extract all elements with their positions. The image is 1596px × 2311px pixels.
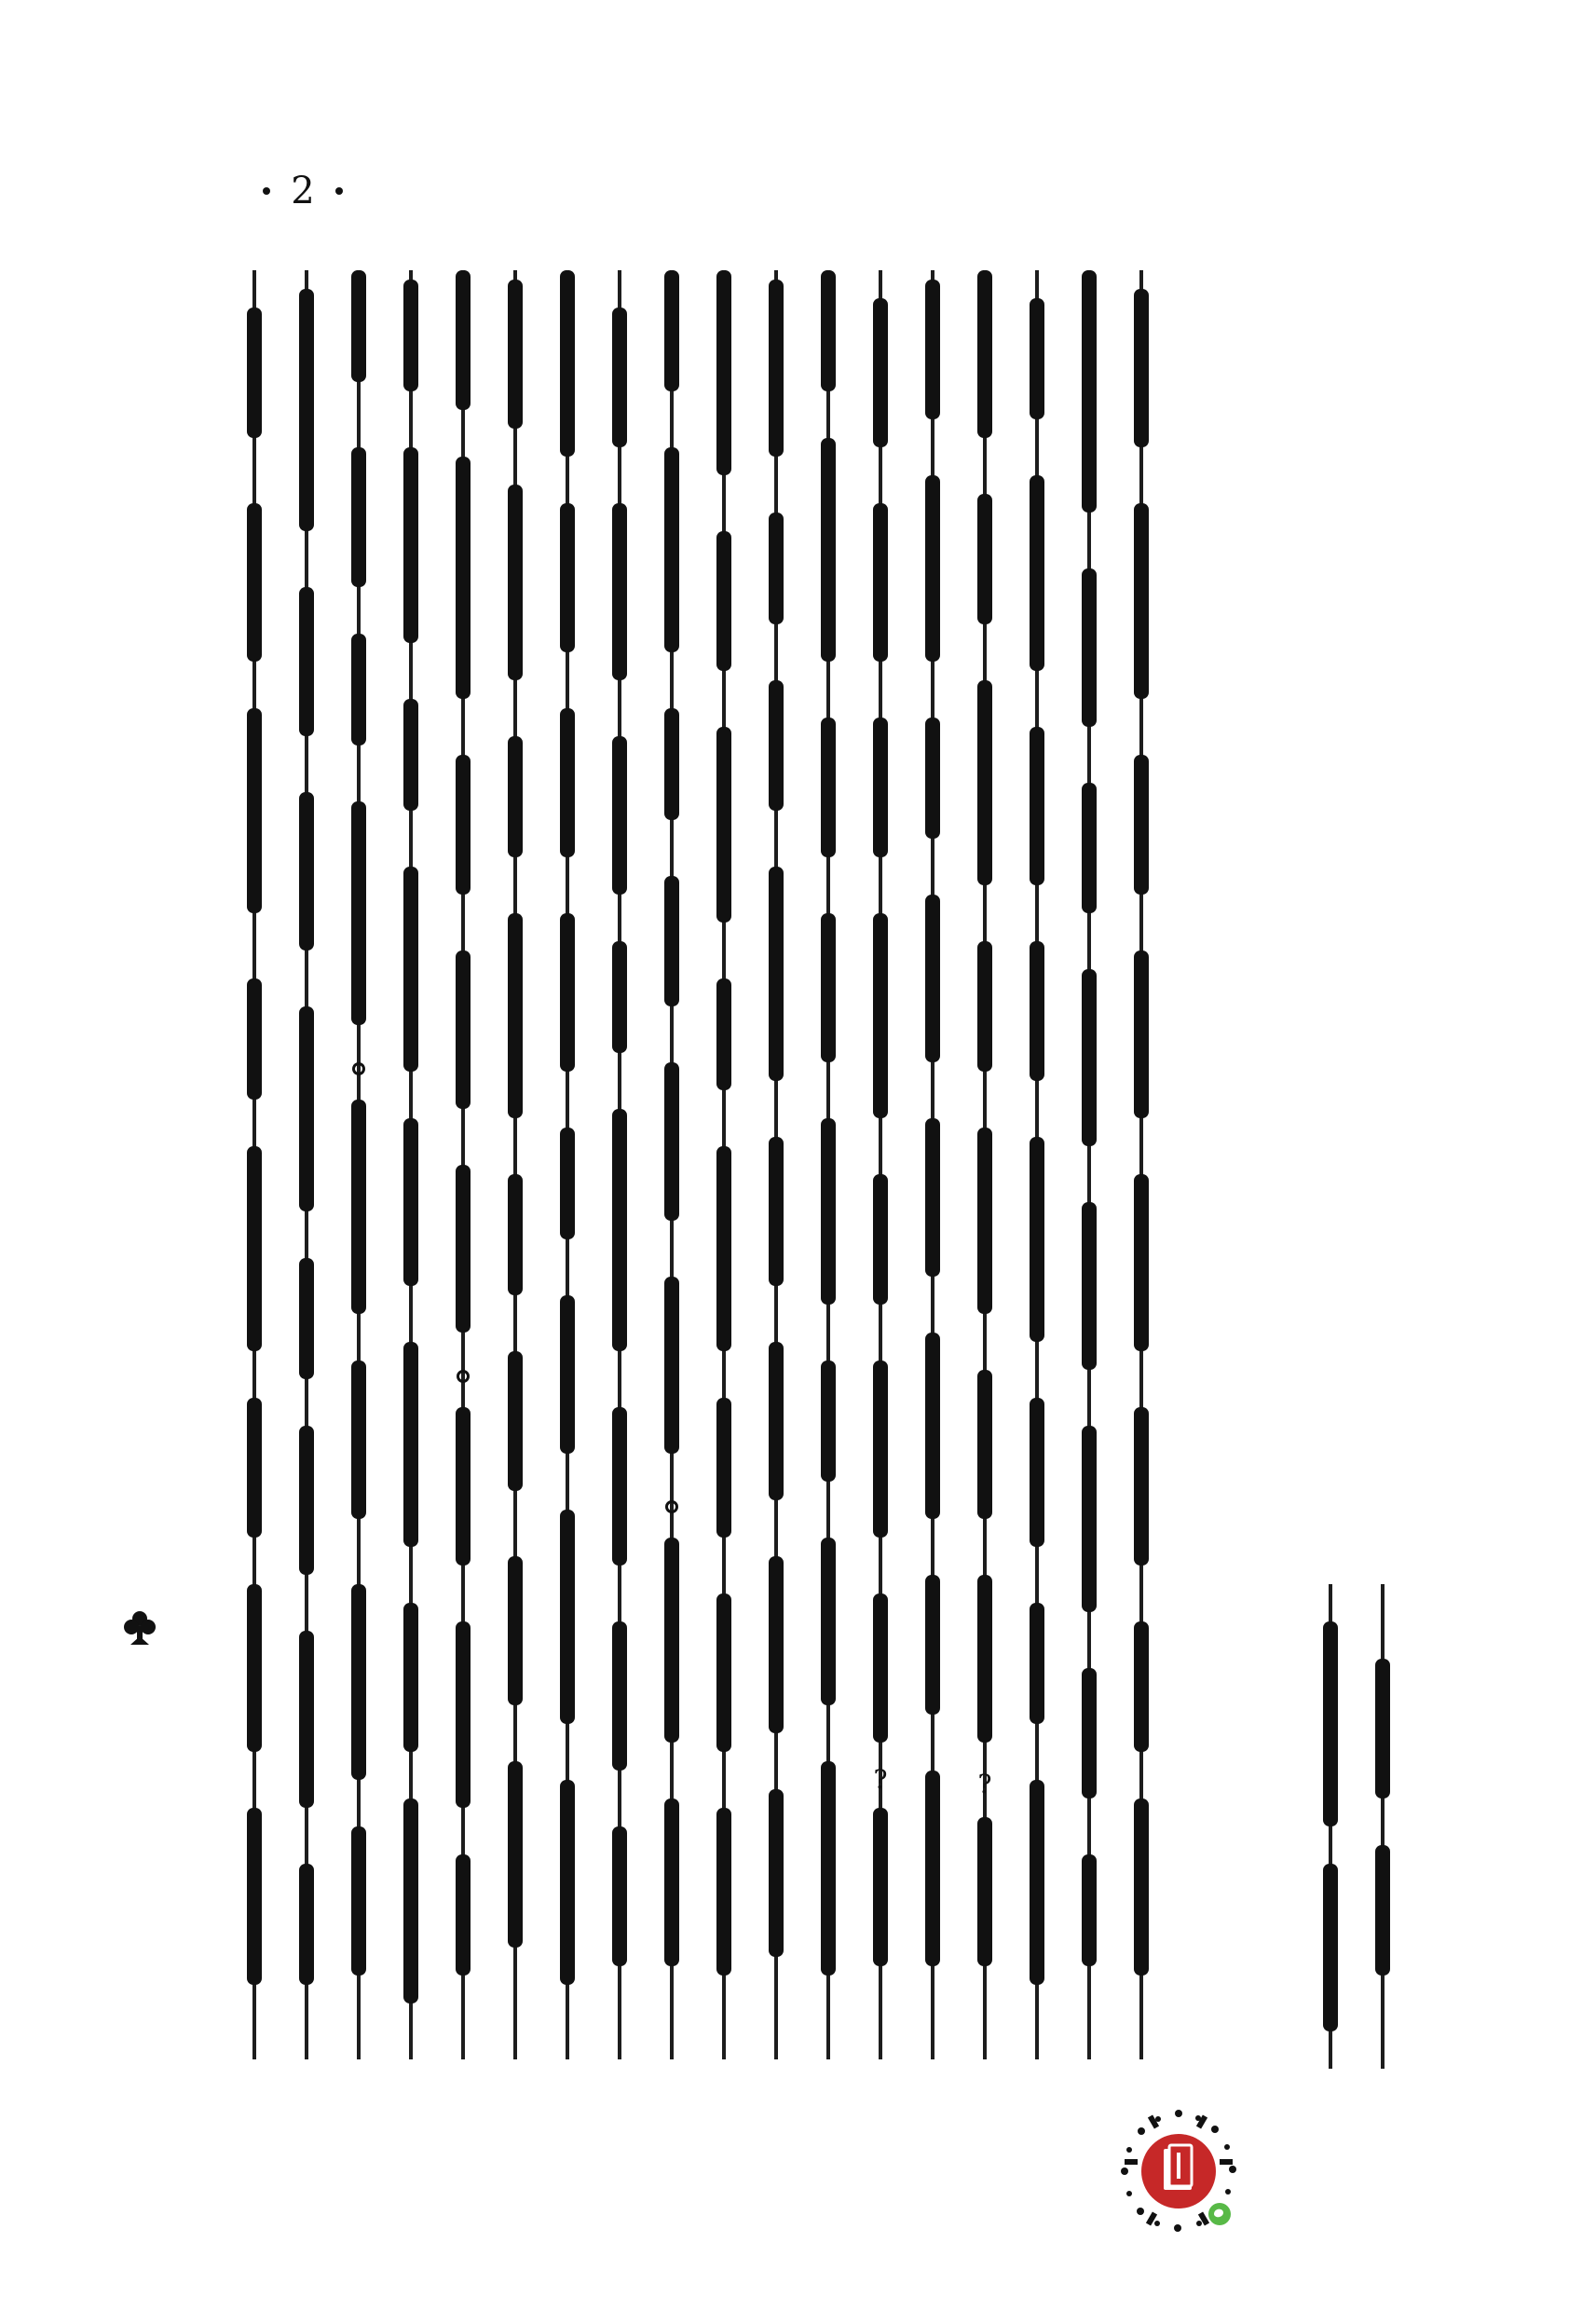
text-column-16-segment-5 — [1030, 1137, 1044, 1342]
text-column-9-segment-4 — [664, 876, 679, 1006]
text-column-2-segment-5 — [299, 1258, 314, 1379]
text-column-4-segment-1 — [403, 280, 418, 391]
text-column-2-segment-6 — [299, 1426, 314, 1575]
text-column-12-segment-8 — [821, 1761, 836, 1976]
text-column-10-segment-3 — [716, 727, 731, 923]
text-column-6-segment-3 — [508, 736, 523, 857]
text-column-4-segment-8 — [403, 1798, 418, 2003]
text-column-14-segment-5 — [925, 1118, 940, 1277]
page-number-left-dot-icon — [263, 187, 270, 195]
text-column-11-segment-2 — [769, 513, 784, 624]
text-column-6 — [498, 270, 532, 2059]
text-column-14-segment-2 — [925, 475, 940, 662]
text-column-12-segment-3 — [821, 718, 836, 857]
text-column-15-segment-7 — [977, 1575, 992, 1743]
text-column-18-segment-1 — [1134, 289, 1149, 447]
text-column-12-segment-2 — [821, 438, 836, 662]
text-column-3-punctuation-1 — [352, 1062, 365, 1075]
text-column-14-segment-7 — [925, 1575, 940, 1715]
mongolian-text-block — [238, 270, 1179, 2059]
text-column-14 — [916, 270, 949, 2059]
text-column-13 — [864, 270, 897, 2059]
text-column-15-segment-1 — [977, 270, 992, 438]
text-column-15-segment-4 — [977, 941, 992, 1072]
text-column-13-segment-4 — [873, 913, 888, 1118]
text-column-5-segment-1 — [456, 270, 471, 410]
text-column-18-segment-2 — [1134, 503, 1149, 699]
text-column-13-segment-3 — [873, 718, 888, 857]
text-column-11-segment-8 — [769, 1789, 784, 1957]
text-column-6-segment-1 — [508, 280, 523, 429]
text-column-12-segment-1 — [821, 270, 836, 391]
text-column-16-segment-1 — [1030, 298, 1044, 419]
text-column-7-segment-8 — [560, 1780, 575, 1985]
text-column-3-segment-3 — [351, 634, 366, 745]
text-column-2-segment-7 — [299, 1631, 314, 1808]
text-column-8-segment-5 — [612, 1109, 627, 1351]
text-column-4-segment-6 — [403, 1342, 418, 1547]
text-column-16-segment-6 — [1030, 1398, 1044, 1547]
text-column-1-segment-3 — [247, 708, 262, 913]
text-column-5-segment-5 — [456, 1165, 471, 1333]
text-column-6-segment-4 — [508, 913, 523, 1118]
text-column-14-segment-6 — [925, 1333, 940, 1519]
text-column-10-segment-5 — [716, 1146, 731, 1351]
text-column-4-segment-7 — [403, 1603, 418, 1752]
text-column-1-segment-6 — [247, 1398, 262, 1538]
text-column-16-segment-2 — [1030, 475, 1044, 671]
text-column-5-segment-6 — [456, 1407, 471, 1566]
text-column-4-segment-3 — [403, 699, 418, 811]
text-column-9-segment-1 — [664, 270, 679, 391]
text-column-9-punctuation-1 — [665, 1500, 678, 1513]
text-column-15-segment-5 — [977, 1128, 992, 1314]
text-column-11-segment-5 — [769, 1137, 784, 1286]
header-column-2 — [1366, 1584, 1399, 2069]
text-column-10-segment-7 — [716, 1593, 731, 1752]
text-column-6-segment-7 — [508, 1556, 523, 1705]
text-column-13-segment-2 — [873, 503, 888, 662]
text-column-5-segment-4 — [456, 950, 471, 1109]
text-column-6-segment-6 — [508, 1351, 523, 1491]
text-column-10-segment-6 — [716, 1398, 731, 1538]
text-column-17-segment-6 — [1082, 1426, 1097, 1612]
text-column-9-segment-5 — [664, 1062, 679, 1221]
text-column-12-segment-7 — [821, 1538, 836, 1705]
text-column-2-segment-4 — [299, 1006, 314, 1211]
text-column-17-segment-7 — [1082, 1668, 1097, 1798]
text-column-18-segment-8 — [1134, 1798, 1149, 1976]
text-column-3-segment-7 — [351, 1584, 366, 1780]
text-column-17-segment-5 — [1082, 1202, 1097, 1370]
text-column-3-segment-4 — [351, 801, 366, 1025]
header-column-2-segment-2 — [1375, 1845, 1390, 1976]
text-column-4-segment-4 — [403, 867, 418, 1072]
text-column-10-segment-2 — [716, 531, 731, 671]
text-column-11-segment-1 — [769, 280, 784, 457]
text-column-17-segment-1 — [1082, 270, 1097, 513]
text-column-15 — [968, 270, 1002, 2059]
text-column-17-segment-3 — [1082, 783, 1097, 913]
text-column-9-segment-2 — [664, 447, 679, 652]
text-column-10-segment-1 — [716, 270, 731, 475]
text-column-5 — [446, 270, 480, 2059]
text-column-18-segment-4 — [1134, 950, 1149, 1118]
text-column-1-segment-4 — [247, 978, 262, 1100]
text-column-11-segment-4 — [769, 867, 784, 1081]
text-column-15-segment-6 — [977, 1370, 992, 1519]
text-column-11 — [759, 270, 793, 2059]
text-column-4-segment-2 — [403, 447, 418, 643]
text-column-11-segment-7 — [769, 1556, 784, 1733]
text-column-15-segment-8 — [977, 1817, 992, 1966]
text-column-5-segment-3 — [456, 755, 471, 895]
text-column-9 — [655, 270, 689, 2059]
text-column-6-segment-8 — [508, 1761, 523, 1948]
text-column-3-segment-1 — [351, 270, 366, 382]
text-column-10-segment-4 — [716, 978, 731, 1090]
text-column-16-segment-8 — [1030, 1780, 1044, 1985]
text-column-2-segment-3 — [299, 792, 314, 950]
text-column-14-segment-3 — [925, 718, 940, 839]
text-column-10 — [707, 270, 741, 2059]
text-column-5-segment-8 — [456, 1854, 471, 1976]
text-column-8-segment-3 — [612, 736, 627, 895]
text-column-8 — [603, 270, 636, 2059]
text-column-13-segment-7 — [873, 1593, 888, 1743]
text-column-9-segment-7 — [664, 1538, 679, 1743]
text-column-8-segment-8 — [612, 1826, 627, 1966]
text-column-13-segment-6 — [873, 1361, 888, 1538]
text-column-5-punctuation-1 — [457, 1370, 470, 1383]
text-column-2-segment-1 — [299, 289, 314, 531]
text-column-11-segment-6 — [769, 1342, 784, 1500]
text-column-17-segment-8 — [1082, 1854, 1097, 1966]
page-number — [238, 163, 368, 219]
text-column-1-segment-5 — [247, 1146, 262, 1351]
text-column-16 — [1020, 270, 1054, 2059]
text-column-13-segment-8 — [873, 1808, 888, 1966]
text-column-11-segment-3 — [769, 680, 784, 811]
text-column-8-segment-7 — [612, 1621, 627, 1771]
text-column-18-segment-7 — [1134, 1621, 1149, 1752]
text-column-15-segment-2 — [977, 494, 992, 624]
text-column-4 — [394, 270, 428, 2059]
text-column-2-segment-8 — [299, 1864, 314, 1985]
page-number-right-dot-icon — [335, 187, 343, 195]
text-column-7-segment-1 — [560, 270, 575, 457]
text-column-5-segment-7 — [456, 1621, 471, 1808]
text-column-9-segment-6 — [664, 1277, 679, 1454]
text-column-2-segment-2 — [299, 587, 314, 736]
header-column-2-segment-1 — [1375, 1659, 1390, 1798]
header-column-1-segment-1 — [1323, 1621, 1338, 1826]
text-column-7-segment-5 — [560, 1128, 575, 1239]
text-column-3-segment-8 — [351, 1826, 366, 1976]
text-column-16-segment-4 — [1030, 941, 1044, 1081]
text-column-7-segment-4 — [560, 913, 575, 1072]
text-column-15-question-mark: ? — [977, 1769, 992, 1799]
text-column-3 — [342, 270, 375, 2059]
text-column-13-segment-1 — [873, 298, 888, 447]
header-column-2-stem — [1381, 1584, 1385, 2069]
text-column-12-segment-6 — [821, 1361, 836, 1482]
text-column-16-segment-3 — [1030, 727, 1044, 885]
text-column-18-segment-3 — [1134, 755, 1149, 895]
text-column-17-segment-4 — [1082, 969, 1097, 1146]
text-column-3-segment-2 — [351, 447, 366, 587]
header-column-1-segment-2 — [1323, 1864, 1338, 2031]
text-column-1-segment-8 — [247, 1808, 262, 1985]
text-column-18-segment-5 — [1134, 1174, 1149, 1351]
text-column-1-segment-1 — [247, 308, 262, 438]
text-column-1-segment-2 — [247, 503, 262, 662]
text-column-6-segment-5 — [508, 1174, 523, 1295]
text-column-13-segment-5 — [873, 1174, 888, 1305]
text-column-10-segment-8 — [716, 1808, 731, 1976]
header-column-1 — [1314, 1584, 1347, 2069]
text-column-3-segment-6 — [351, 1361, 366, 1519]
text-column-1 — [238, 270, 271, 2059]
text-column-8-segment-6 — [612, 1407, 627, 1566]
text-column-16-segment-7 — [1030, 1603, 1044, 1724]
text-column-7-segment-6 — [560, 1295, 575, 1454]
text-column-9-segment-8 — [664, 1798, 679, 1966]
text-column-17 — [1072, 270, 1106, 2059]
text-column-8-segment-1 — [612, 308, 627, 447]
text-column-18 — [1125, 270, 1158, 2059]
text-column-5-segment-2 — [456, 457, 471, 699]
text-column-14-segment-1 — [925, 280, 940, 419]
qr-code-icon[interactable] — [1104, 2097, 1253, 2246]
text-column-15-segment-3 — [977, 680, 992, 885]
text-column-18-segment-6 — [1134, 1407, 1149, 1566]
text-column-8-segment-2 — [612, 503, 627, 680]
text-column-7-segment-7 — [560, 1510, 575, 1724]
club-suit-icon — [119, 1607, 160, 1648]
text-column-7-segment-3 — [560, 708, 575, 857]
text-column-2 — [290, 270, 323, 2059]
text-column-13-question-mark: ? — [873, 1764, 888, 1795]
text-column-9-segment-3 — [664, 708, 679, 820]
text-column-6-segment-2 — [508, 485, 523, 680]
text-column-12 — [812, 270, 845, 2059]
text-column-1-segment-7 — [247, 1584, 262, 1752]
text-column-3-segment-5 — [351, 1100, 366, 1314]
text-column-7 — [551, 270, 584, 2059]
page-number-value: 2 — [291, 170, 315, 212]
header-title-block — [1314, 1584, 1481, 2069]
text-column-17-segment-2 — [1082, 568, 1097, 727]
text-column-12-segment-5 — [821, 1118, 836, 1305]
text-column-4-segment-5 — [403, 1118, 418, 1286]
text-column-8-segment-4 — [612, 941, 627, 1053]
text-column-14-segment-8 — [925, 1771, 940, 1966]
text-column-12-segment-4 — [821, 913, 836, 1062]
text-column-7-segment-2 — [560, 503, 575, 652]
text-column-14-segment-4 — [925, 895, 940, 1062]
